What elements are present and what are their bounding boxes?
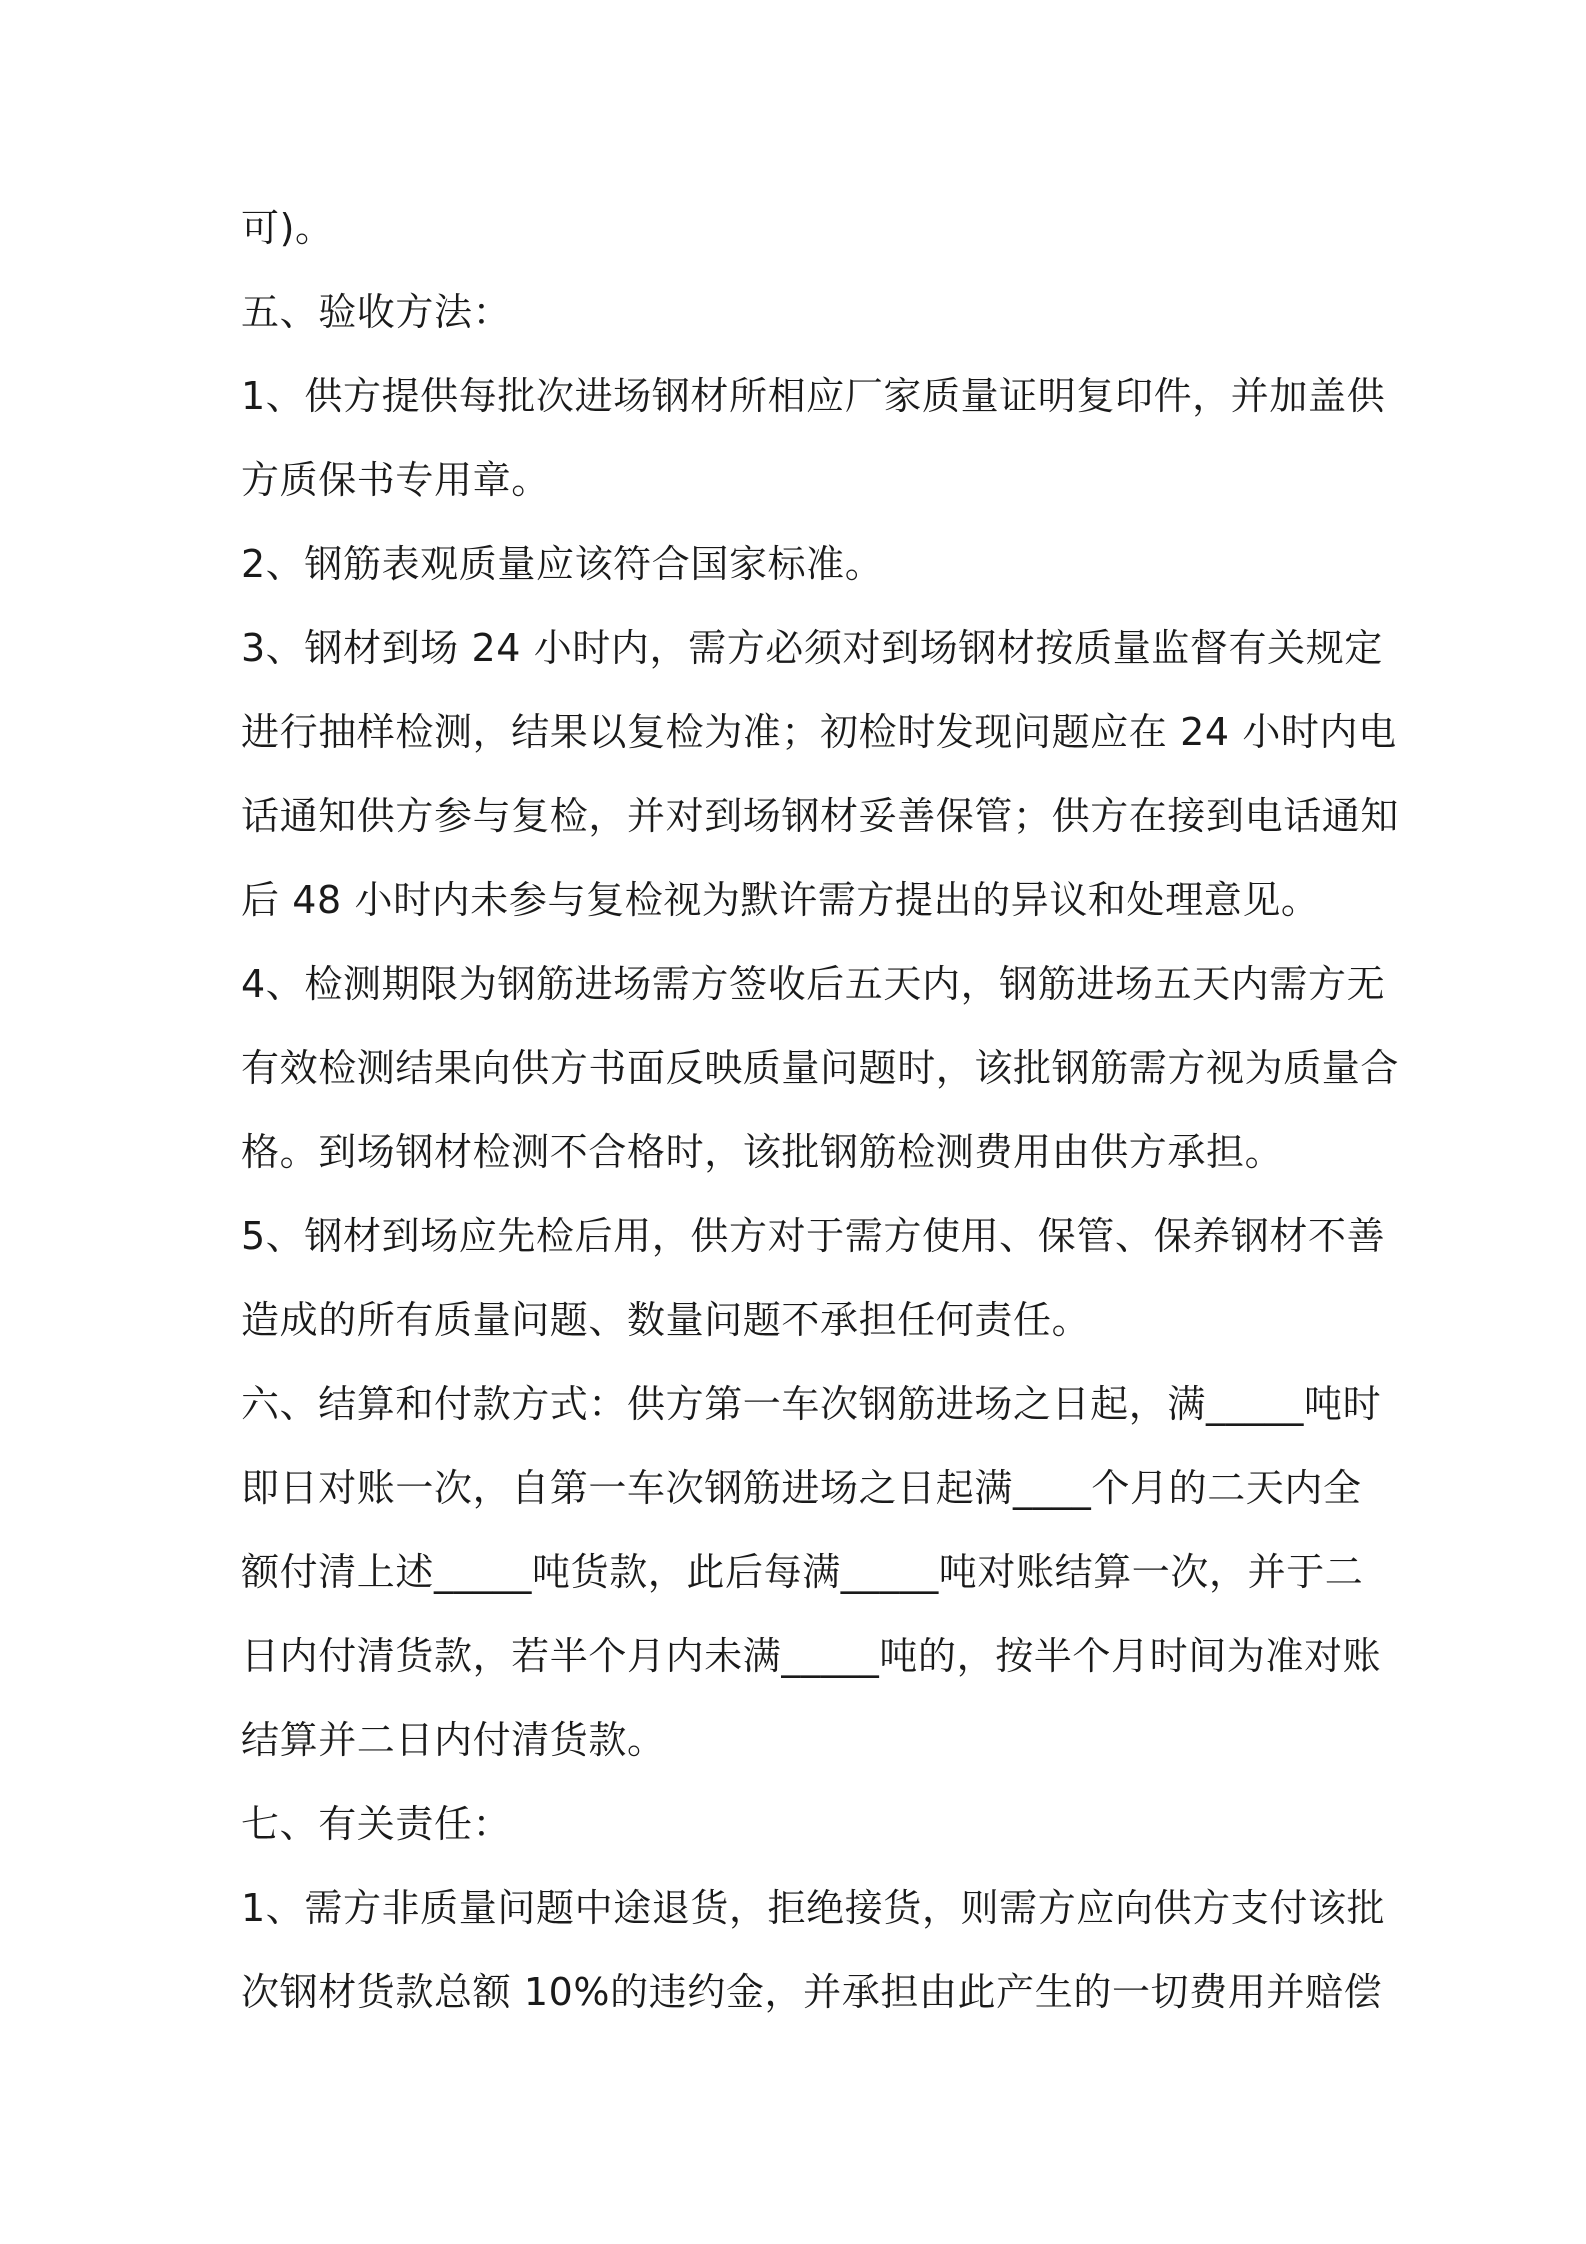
text-line: 1、供方提供每批次进场钢材所相应厂家质量证明复印件，并加盖供 [241,374,1386,418]
text-line: 造成的所有质量问题、数量问题不承担任何责任。 [241,1298,1091,1342]
text-line: 日内付清货款，若半个月内未满_____吨的，按半个月时间为准对账 [241,1634,1382,1678]
text-line: 结算并二日内付清货款。 [241,1718,666,1762]
text-line: 格。到场钢材检测不合格时，该批钢筋检测费用由供方承担。 [241,1130,1284,1174]
text-line: 5、钢材到场应先检后用，供方对于需方使用、保管、保养钢材不善 [241,1214,1386,1258]
text-line: 话通知供方参与复检，并对到场钢材妥善保管；供方在接到电话通知 [241,794,1400,838]
section-heading-settlement: 六、结算和付款方式：供方第一车次钢筋进场之日起，满_____吨时 [241,1382,1382,1426]
section-heading-acceptance: 五、验收方法： [241,290,512,334]
text-line: 额付清上述_____吨货款，此后每满_____吨对账结算一次，并于二 [241,1550,1364,1594]
text-line: 进行抽样检测，结果以复检为准；初检时发现问题应在 24 小时内电 [241,710,1397,754]
text-line: 3、钢材到场 24 小时内，需方必须对到场钢材按质量监督有关规定 [241,626,1383,670]
text-line: 4、检测期限为钢筋进场需方签收后五天内，钢筋进场五天内需方无 [241,962,1386,1006]
text-line: 方质保书专用章。 [241,458,550,502]
text-line: 2、钢筋表观质量应该符合国家标准。 [241,542,884,586]
text-line: 可)。 [241,206,334,250]
section-heading-responsibility: 七、有关责任： [241,1802,512,1846]
text-line: 有效检测结果向供方书面反映质量问题时，该批钢筋需方视为质量合 [241,1046,1400,1090]
text-line: 1、需方非质量问题中途退货，拒绝接货，则需方应向供方支付该批 [241,1886,1386,1930]
document-body [241,186,1400,2034]
text-line: 后 48 小时内未参与复检视为默许需方提出的异议和处理意见。 [241,878,1320,922]
text-line: 次钢材货款总额 10%的违约金，并承担由此产生的一切费用并赔偿 [241,1970,1383,2014]
text-line: 即日对账一次，自第一车次钢筋进场之日起满____个月的二天内全 [241,1466,1362,1510]
